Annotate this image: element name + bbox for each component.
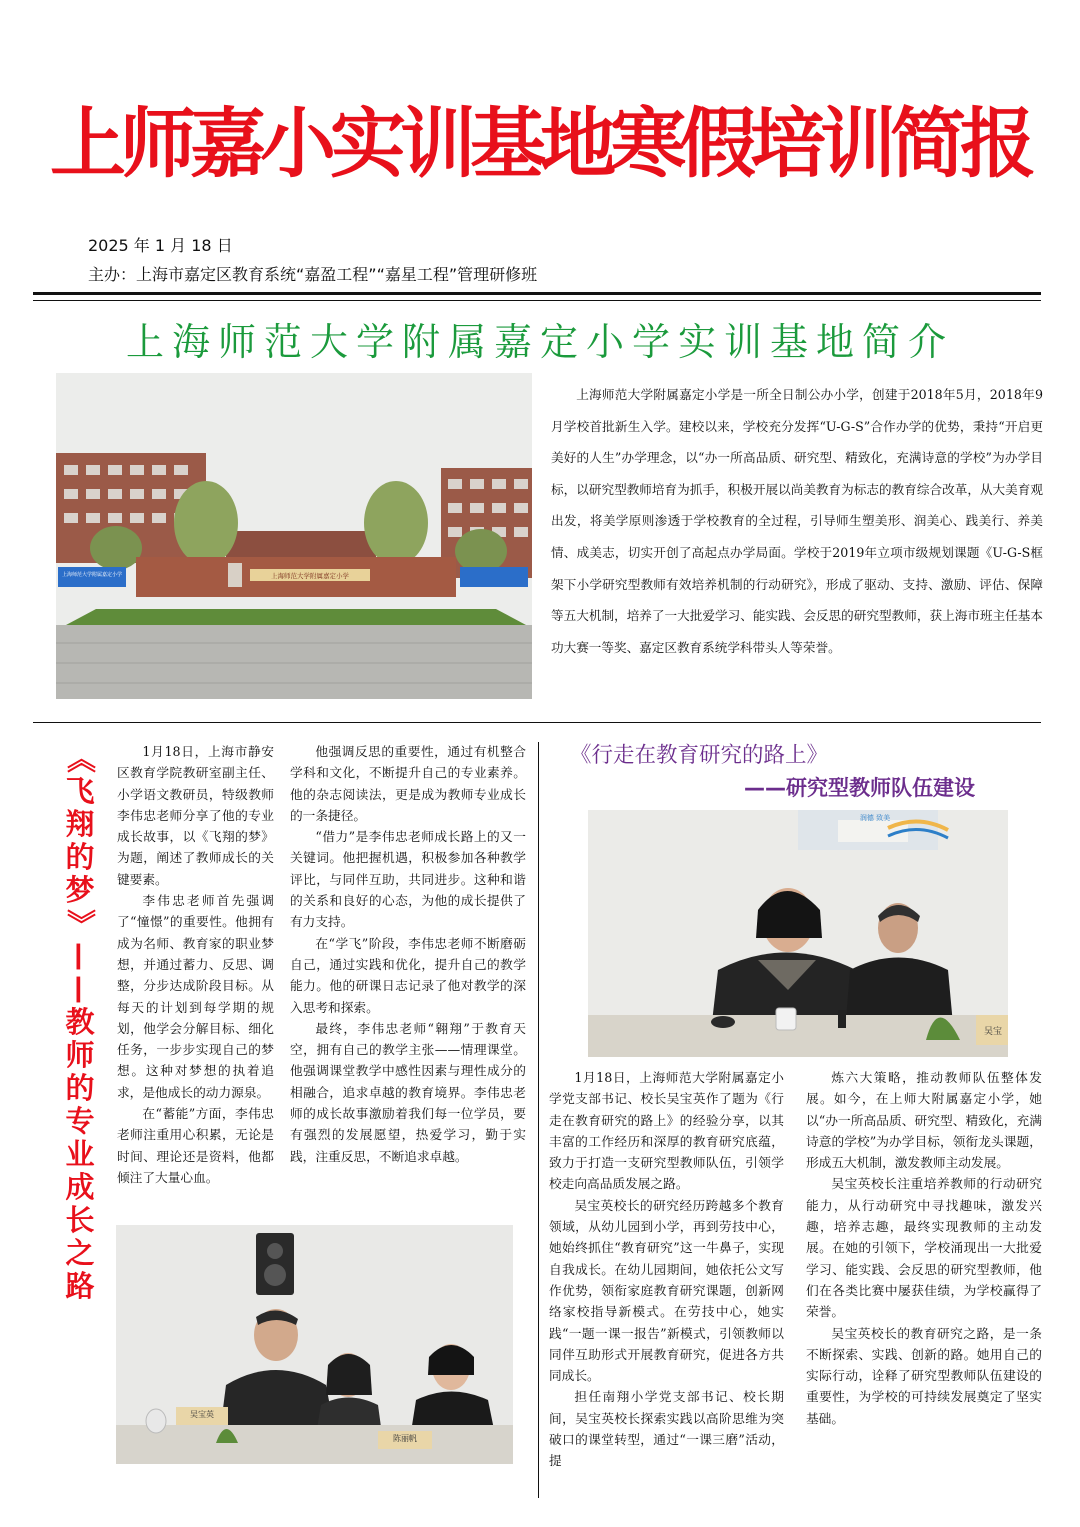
paragraph: 在“蓄能”方面，李伟忠老师注重用心积累，无论是时间、理论还是资料，他都倾注了大量心血。 xyxy=(117,1106,274,1185)
vertical-title-char: 路 xyxy=(65,1269,95,1303)
gate-sign-text: 上海师范大学附属嘉定小学 xyxy=(271,572,349,580)
paragraph: 在“学飞”阶段，李伟忠老师不断磨砺自己，通过实践和优化，提升自己的教学能力。他的研课日志记录了他对教学的深入思考和探索。 xyxy=(290,935,526,1015)
paragraph: 担任南翔小学党支部书记、校长期间，吴宝英校长探索实践以高阶思维为突破口的课堂转型，通过“一课三磨”活动，提 xyxy=(549,1389,784,1469)
vertical-title-char: 翔 xyxy=(65,807,95,841)
vertical-title-char: 的 xyxy=(65,1071,95,1105)
vertical-title-char: 梦 xyxy=(65,873,95,907)
paragraph: “借力”是李伟忠老师成长路上的又一关键词。他把握机遇，积极参加各种教学评比，与同伴互助，共同进步。这种和谐的关系和良好的心态，为他的成长提供了有力支持。 xyxy=(290,829,526,930)
paragraph: 吴宝英校长注重培养教师的行动研究能力，从行动研究中寻找趣味，激发兴趣，培养志趣，最终实现教师的主动发展。在她的引领下，学校涌现出一大批爱学习、能实践、会反思的研究型教师，他们在各类比赛中屡获佳绩，为学校赢得了荣誉。 xyxy=(806,1176,1042,1320)
left-article-column-2 xyxy=(290,741,526,1167)
intro-paragraph: 上海师范大学附属嘉定小学是一所全日制公办小学，创建于2018年5月，2018年9月学校首批新生入学。建校以来，学校充分发挥“U-G-S”合作办学的优势，秉持“开启更美好的人生”办学理念，以“办一所高品质、研究型、精致化，充满诗意的学校”为办学目标，以研究型教师培育为抓手，积极开展以尚美教育为标志的教育综合改革，从大美育观出发，将美学原则渗透于学校教育的全过程，引导师生塑美形、润美心、践美行、养美情、成美志，切实开创了高起点办学局面。学校于2019年立项市级规划课题《U-G-S框架下小学研究型教师有效培养机制的行动研究》，形成了驱动、支持、激励、评估、保障等五大机制，培养了一大批爱学习、能实践、会反思的研究型教师，获上海市班主任基本功大赛一等奖、嘉定区教育系统学科带头人等荣誉。 xyxy=(551,387,1043,655)
column-divider xyxy=(538,742,539,1498)
blue-sign-left-text: 上海师范大学附属嘉定小学 xyxy=(61,572,122,578)
vertical-title-char: 《 xyxy=(63,743,98,773)
paragraph: 李伟忠老师首先强调了“憧憬”的重要性。他拥有成为名师、教育家的职业梦想，并通过蓄力、反思、调整，分步达成阶段目标。从每天的计划到每学期的规划，他学会分解目标、细化任务，一步步实现自己的梦想。这种对梦想的执着追求，是他成长的动力源泉。 xyxy=(117,893,274,1100)
intro-section-title: 上海师范大学附属嘉定小学实训基地简介 xyxy=(125,320,954,364)
vertical-title-char: 师 xyxy=(65,1038,95,1072)
vertical-title-char: 之 xyxy=(65,1236,95,1270)
vertical-article-title xyxy=(58,742,102,1303)
right-article-title: 《行走在教育研究的路上》 xyxy=(570,743,829,768)
vertical-title-char: 飞 xyxy=(65,774,95,808)
masthead-rule-thin xyxy=(33,300,1041,301)
paragraph: 吴宝英校长的研究经历跨越多个教育领域，从幼儿园到小学，再到劳技中心，她始终抓住“教育研究”这一牛鼻子，实现自我成长。在幼儿园期间，她依托公文写作优势，领衔家庭教育研究课题，创新网络家校指导新模式。在劳技中心，她实践“一题一课一报告”新模式，引领教师以同伴互助形式开展教育研究，促进各方共同成长。 xyxy=(549,1197,784,1384)
nameplate: 陈丽帆 xyxy=(393,1434,417,1443)
school-gate-photo xyxy=(56,373,532,699)
vertical-title-char: 专 xyxy=(65,1104,95,1138)
vertical-title-char: 》 xyxy=(63,908,98,938)
right-article-column-2 xyxy=(806,1067,1042,1429)
right-article-subtitle: ——研究型教师队伍建设 xyxy=(744,776,975,800)
left-article-column-1 xyxy=(117,741,274,1188)
paragraph: 1月18日，上海师范大学附属嘉定小学党支部书记、校长吴宝英作了题为《行走在教育研究的路上》的经验分享，以其丰富的工作经历和深厚的教育研究底蕴，致力于打造一支研究型教师队伍，引领学校走向高品质发展之路。 xyxy=(549,1070,784,1192)
paragraph: 他强调反思的重要性，通过有机整合学科和文化，不断提升自己的专业素养。他的杂志阅读法，更是成为教师专业成长的一条捷径。 xyxy=(290,744,526,823)
masthead-title: 上师嘉小实训基地寒假培训简报 xyxy=(50,99,1030,188)
principal-meeting-photo xyxy=(588,810,1008,1057)
vertical-title-char: 教 xyxy=(65,1005,95,1039)
vertical-title-char: 业 xyxy=(65,1137,95,1171)
paragraph: 最终，李伟忠老师“翱翔”于教育天空，拥有自己的教学主张——情理课堂。他强调课堂教学中感性因素与理性成分的相融合，追求卓越的教育境界。李伟忠老师的成长故事激励着我们每一位学员，要有强烈的发展愿望，热爱学习，勤于实践，注重反思，不断追求卓越。 xyxy=(290,1020,526,1164)
vertical-title-char: 成 xyxy=(65,1170,95,1204)
vertical-title-char: — xyxy=(63,942,98,971)
paragraph: 吴宝英校长的教育研究之路，是一条不断探索、实践、创新的路。她用自己的实际行动，诠释了研究型教师队伍建设的重要性，为学校的可持续发展奠定了坚实基础。 xyxy=(806,1325,1042,1426)
masthead-rule-thick xyxy=(33,292,1041,295)
vertical-title-char: — xyxy=(63,975,98,1004)
paragraph: 1月18日，上海市静安区教育学院教研室副主任、小学语文教研员，特级教师李伟忠老师分享了他的专业成长故事，以《飞翔的梦》为题，阐述了教师成长的关键要素。 xyxy=(117,744,274,887)
nameplate: 吴宝 xyxy=(983,1027,1002,1037)
photo-banner-text: 润德 致美 xyxy=(859,814,891,822)
section-divider xyxy=(33,722,1041,723)
intro-body xyxy=(551,379,1043,663)
speaker-meeting-photo xyxy=(116,1225,513,1464)
organizer-line: 主办：上海市嘉定区教育系统“嘉盈工程”“嘉星工程”管理研修班 xyxy=(88,265,538,284)
paragraph: 炼六大策略，推动教师队伍整体发展。如今，在上师大附属嘉定小学，她以“办一所高品质、研究型、精致化，充满诗意的学校”为办学目标，领衔龙头课题，形成五大机制，激发教师主动发展。 xyxy=(806,1070,1042,1171)
nameplate: 吴宝英 xyxy=(190,1410,214,1419)
issue-date: 2025 年 1 月 18 日 xyxy=(88,236,233,255)
vertical-title-char: 的 xyxy=(65,840,95,874)
vertical-title-char: 长 xyxy=(65,1203,95,1237)
right-article-column-1 xyxy=(549,1067,784,1472)
